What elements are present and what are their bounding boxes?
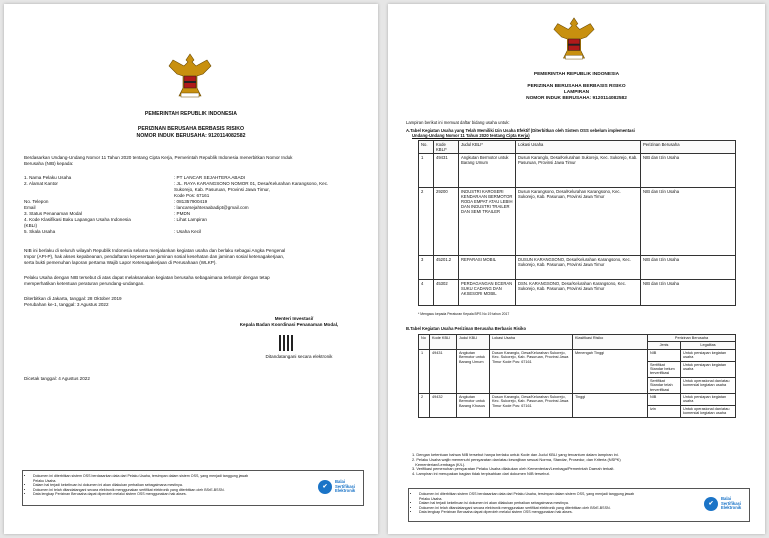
minister-title: Menteri Investasi/ [274, 316, 314, 321]
table-row [419, 154, 736, 188]
nib-number: NOMOR INDUK BERUSAHA: 9120114082582 [526, 96, 627, 101]
footer-note: Pelaku Usaha. [419, 496, 443, 501]
paragraph-line: memperhatikan ketentuan peraturan perundang-undangan. [24, 281, 145, 286]
bsre-badge [318, 480, 355, 494]
note-item: Kementerian/Lembaga (K/L). [412, 461, 466, 467]
intro-line: Berdasarkan Undang-Undang Nomor 11 Tahun 2020 tentang Cipta Kerja, Pemerintah Republik Indonesia menerbitkan Nomor Induk [24, 155, 293, 160]
table-cell: Untuk persiapan kegiatan usaha [681, 394, 736, 406]
field-label: 2. Alamat Kantor [24, 181, 58, 186]
table-cell: 2 [419, 394, 430, 418]
note-item: 4. Lampiran ini merupakan bagian tidak terpisahkan dari dokumen NIB tersebut. [412, 471, 550, 477]
minister-title: Kepala Badan Koordinasi Penanaman Modal, [239, 322, 339, 327]
table-cell: 29200 [434, 188, 459, 256]
table-cell: Untuk operasional dan/atau komersial kegiatan usaha [681, 405, 736, 417]
bsre-badge [704, 497, 741, 511]
table-cell: Sertifikat Standar belum terverifikasi [648, 361, 681, 377]
table-cell: Angkutan Bermotor untuk Barang Khusus [457, 394, 490, 418]
table-row [419, 280, 736, 306]
column-header: Judul KBLI* [459, 141, 516, 154]
table-cell: 49431 [430, 349, 457, 393]
footer-note: • Data lengkap Perizinan Berusaha dapat diperoleh melalui sistem OSS menggunakan hak akses. [419, 510, 689, 515]
footer-box [22, 470, 364, 506]
table-a-caption: Undang-Undang Nomor 11 Tahun 2020 tentang Cipta Kerja) [412, 133, 530, 138]
column-header: No [419, 335, 430, 350]
document-page-1 [4, 4, 378, 534]
badge-text: Elektronik [721, 505, 742, 511]
bsre-logo-icon: ✔ [704, 497, 718, 511]
garuda-emblem-icon [167, 50, 213, 100]
field-label: (KBLI) [24, 223, 38, 228]
footer-note: • Dokumen ini diterbitkan sistem OSS berdasarkan data dari Pelaku Usaha, tersimpan dalam sistem OSS, yang menjadi tanggung jawab [33, 474, 303, 479]
note-item: 2. Pelaku Usaha wajib memenuhi persyaratan dan/atau kewajiban sesuai Norma, Standar, Prosedur, dan Kriteria (NSPK) [412, 456, 621, 462]
table-cell: Untuk operasional dan/atau komersial kegiatan usaha [681, 377, 736, 393]
field-value: Sukorejo, Kab. Pasuruan, Provinsi Jawa Timur, [174, 187, 270, 192]
document-title: PERIZINAN BERUSAHA BERBASIS RISIKO [527, 84, 626, 89]
badge-text: Balai [721, 496, 732, 502]
note-item: 1. Dengan ketentuan bahwa NIB tersebut hanya berlaku untuk Kode dan Judul KBLI yang tercantum dalam lampiran ini. [412, 452, 619, 457]
print-date: Dicetak tanggal: 4 Agustus 2022 [24, 376, 90, 381]
table-cell: Sertifikat Standar telah terverifikasi [648, 377, 681, 393]
footer-note: • Dalam hal terjadi kekeliruan isi dokumen ini akan dilakukan perbaikan sebagaimana mestinya. [33, 483, 303, 488]
table-cell: NIB dan Izin Usaha [641, 188, 736, 256]
badge-text: Elektronik [335, 488, 356, 494]
table-cell: Angkutan Bermotor untuk Barang Umum [459, 154, 516, 188]
table-b [418, 334, 736, 418]
table-cell: 2 [419, 188, 434, 256]
table-cell: NIB dan Izin Usaha [641, 154, 736, 188]
field-label: 1. Nama Pelaku Usaha [24, 175, 72, 180]
table-cell: Angkutan Bermotor untuk Barang Umum [457, 349, 490, 393]
bsre-logo-icon: ✔ [318, 480, 332, 494]
document-page-2 [388, 4, 765, 534]
government-heading: PEMERINTAH REPUBLIK INDONESIA [533, 72, 620, 77]
document-title: PERIZINAN BERUSAHA BERBASIS RISIKO [137, 126, 245, 132]
table-cell: DUSUN KARANGSONO, Desa/Kelurahan Karangsono, Kec. Sukorejo, Kab. Pasuruan, Provinsi Jawa Timur [516, 256, 641, 280]
e-signature-note: Ditandatangani secara elektronik [265, 354, 333, 359]
table-cell: Dusun Karanglo, Desa/Kelurahan Sukorejo, Kec. Sukorejo, Kab. Pasuruan, Provinsi Jawa Timur Kode Pos: 67161 [490, 349, 573, 393]
table-cell: Untuk persiapan kegiatan usaha [681, 361, 736, 377]
table-header-row [419, 141, 736, 154]
table-cell: NIB [648, 394, 681, 406]
notes-list [412, 453, 621, 477]
field-label: 4. Kode Klasifikasi Baku Lapangan Usaha Indonesia [24, 217, 131, 222]
field-label: 3. Status Penanaman Modal [24, 211, 82, 216]
field-value: : PMDN [174, 211, 191, 216]
field-value: : lancarsejahteraabadipt@gmail.com [174, 205, 249, 210]
table-row [419, 394, 736, 406]
column-header: Kode KBLI [430, 335, 457, 350]
table-cell: 3 [419, 256, 434, 280]
table-cell: Dusun Karanglo, Desa/Kelurahan Sukorejo, Kec. Sukorejo, Kab. Pasuruan, Provinsi Jawa Timur Kode Pos: 67161 [490, 394, 573, 418]
field-value: : Usaha Kecil [174, 229, 202, 234]
paragraph-line: NIB ini berlaku di seluruh wilayah Republik Indonesia selama menjalankan kegiatan usaha dan berlaku sebagai Angka Pengenal [24, 248, 286, 253]
paragraph-line: Pelaku Usaha dengan NIB tersebut di atas dapat melaksanakan kegiatan berusaha sebagaimana terlampir dengan tetap [24, 275, 270, 280]
table-cell: NIB [648, 349, 681, 361]
table-cell: Izin [648, 405, 681, 417]
table-cell: 4 [419, 280, 434, 306]
table-cell: Untuk persiapan kegiatan usaha [681, 349, 736, 361]
field-value: Kode Pos: 67161 [174, 193, 210, 198]
revision-date: Perubahan ke-1, tanggal: 3 Agustus 2022 [24, 302, 109, 307]
field-label: Email [24, 205, 36, 210]
badge-text: Sertifikasi [721, 500, 742, 506]
field-value: : PT LANCAR SEJAHTERA ABADI [174, 175, 246, 180]
column-header: Perizinan Berusaha [641, 141, 736, 154]
table-cell: 49432 [430, 394, 457, 418]
paragraph-line: serta bukti pemenuhan laporan pertama Wajib Lapor Ketenagakerjaan di Perusahaan (WLKP). [24, 260, 217, 265]
column-header: Lokasi Usaha [490, 335, 573, 350]
table-cell: DSN. KARANGSONO, Desa/Kelurahan Karangsono, Kec. Sukorejo, Kab. Pasuruan, Provinsi Jawa Timur [516, 280, 641, 306]
qr-code-icon [279, 335, 295, 351]
government-heading: PEMERINTAH REPUBLIK INDONESIA [144, 111, 238, 117]
table-row [419, 349, 736, 361]
column-header: Kode KBLI* [434, 141, 459, 154]
table-cell: REPARASI MOBIL [459, 256, 516, 280]
table-cell: NIB dan Izin Usaha [641, 256, 736, 280]
garuda-emblem-icon [552, 14, 596, 62]
lampiran-heading: LAMPIRAN [563, 90, 590, 95]
note-item: 3. Verifikasi pemenuhan persyaratan Pelaku Usaha dilakukan oleh Kementerian/Lembaga/Pemerintah Daerah terkait. [412, 466, 615, 472]
table-cell: INDUSTRI KAROSERI KENDARAAN BERMOTOR RODA EMPAT ATAU LEBIH DAN INDUSTRI TRAILER DAN SEMI TRAILER [459, 188, 516, 256]
column-header: Judul KBLI [457, 335, 490, 350]
table-footnote: * Mengacu kepada Peraturan Kepala BPS No 19 tahun 2017 [418, 312, 510, 316]
footer-note: • Dokumen ini telah ditandatangani secara elektronik menggunakan sertifikat elektronik yang diterbitkan oleh BSrE-BSSN. [419, 506, 689, 511]
field-value: : Lihat Lampiran [174, 217, 207, 222]
table-cell: Dusun Karangsono, Desa/Kelurahan Karangsono, Kec. Sukorejo, Kab. Pasuruan, Provinsi Jawa Timur [516, 188, 641, 256]
lead-text: Lampiran berikut ini memuat daftar bidang usaha untuk: [406, 120, 510, 125]
table-row [419, 188, 736, 256]
table-cell: PERDAGANGAN ECERAN SUKU CADANG DAN AKSESORI MOBIL [459, 280, 516, 306]
table-cell: NIB dan Izin Usaha [641, 280, 736, 306]
intro-line: Berusaha (NIB) kepada: [24, 161, 74, 166]
column-header: Jenis [648, 342, 681, 349]
footer-note: • Dokumen ini telah ditandatangani secara elektronik menggunakan sertifikat elektronik yang diterbitkan oleh BSrE-BSSN. [33, 488, 303, 493]
field-label: 5. Skala Usaha [24, 229, 56, 234]
table-row [419, 256, 736, 280]
column-header: No. [419, 141, 434, 154]
table-cell: 45201.2 [434, 256, 459, 280]
table-a [418, 140, 736, 306]
column-header: Legalitas [681, 342, 736, 349]
table-cell: 49431 [434, 154, 459, 188]
footer-note: • Dalam hal terjadi kekeliruan isi dokumen ini akan dilakukan perbaikan sebagaimana mestinya. [419, 501, 689, 506]
badge-text: Balai [335, 479, 346, 485]
table-a-caption: A.Tabel Kegiatan Usaha yang Telah Memiliki Izin Usaha Efektif (Diterbitkan oleh Sistem OSS sebelum implementasi [406, 128, 635, 133]
table-b-caption: B.Tabel Kegiatan Usaha Perizinan Berusaha Berbasis Risiko [406, 326, 527, 331]
table-cell: Tinggi [573, 394, 648, 418]
issued-date: Diterbitkan di Jakarta, tanggal: 28 Oktober 2019 [24, 296, 122, 301]
table-cell: 45302 [434, 280, 459, 306]
badge-text: Sertifikasi [335, 483, 356, 489]
column-header: Perizinan Berusaha [648, 335, 736, 342]
table-header-row [419, 335, 736, 342]
footer-box [408, 488, 750, 522]
paragraph-line: Impor (API-P), hak akses kepabeanan, pendaftaran kepesertaan jaminan sosial kesehatan dan jaminan sosial ketenagakerjaan, [24, 254, 285, 259]
footer-note: • Dokumen ini diterbitkan sistem OSS berdasarkan data dari Pelaku Usaha, tersimpan dalam sistem OSS, yang menjadi tanggung jawab [419, 492, 689, 497]
field-value: : JL. RAYA KARANGSONO NOMOR 01, Desa/Kelurahan Karangsono, Kec. [174, 181, 329, 186]
footer-note: • Data lengkap Perizinan Berusaha dapat diperoleh melalui sistem OSS menggunakan hak akses. [33, 492, 303, 497]
column-header: Klasifikasi Risiko [573, 335, 648, 350]
table-cell: 1 [419, 154, 434, 188]
nib-number: NOMOR INDUK BERUSAHA: 9120114082582 [136, 133, 246, 139]
field-label: No. Telepon [24, 199, 49, 204]
column-header: Lokasi Usaha [516, 141, 641, 154]
footer-note: Pelaku Usaha. [33, 478, 57, 483]
field-value: : 081357900419 [174, 199, 208, 204]
table-cell: Menengah Tinggi [573, 349, 648, 393]
table-cell: Dusun Karanglo, Desa/Kelurahan Sukorejo, Kec. Sukorejo, Kab. Pasuruan, Provinsi Jawa Timur [516, 154, 641, 188]
table-cell: 1 [419, 349, 430, 393]
